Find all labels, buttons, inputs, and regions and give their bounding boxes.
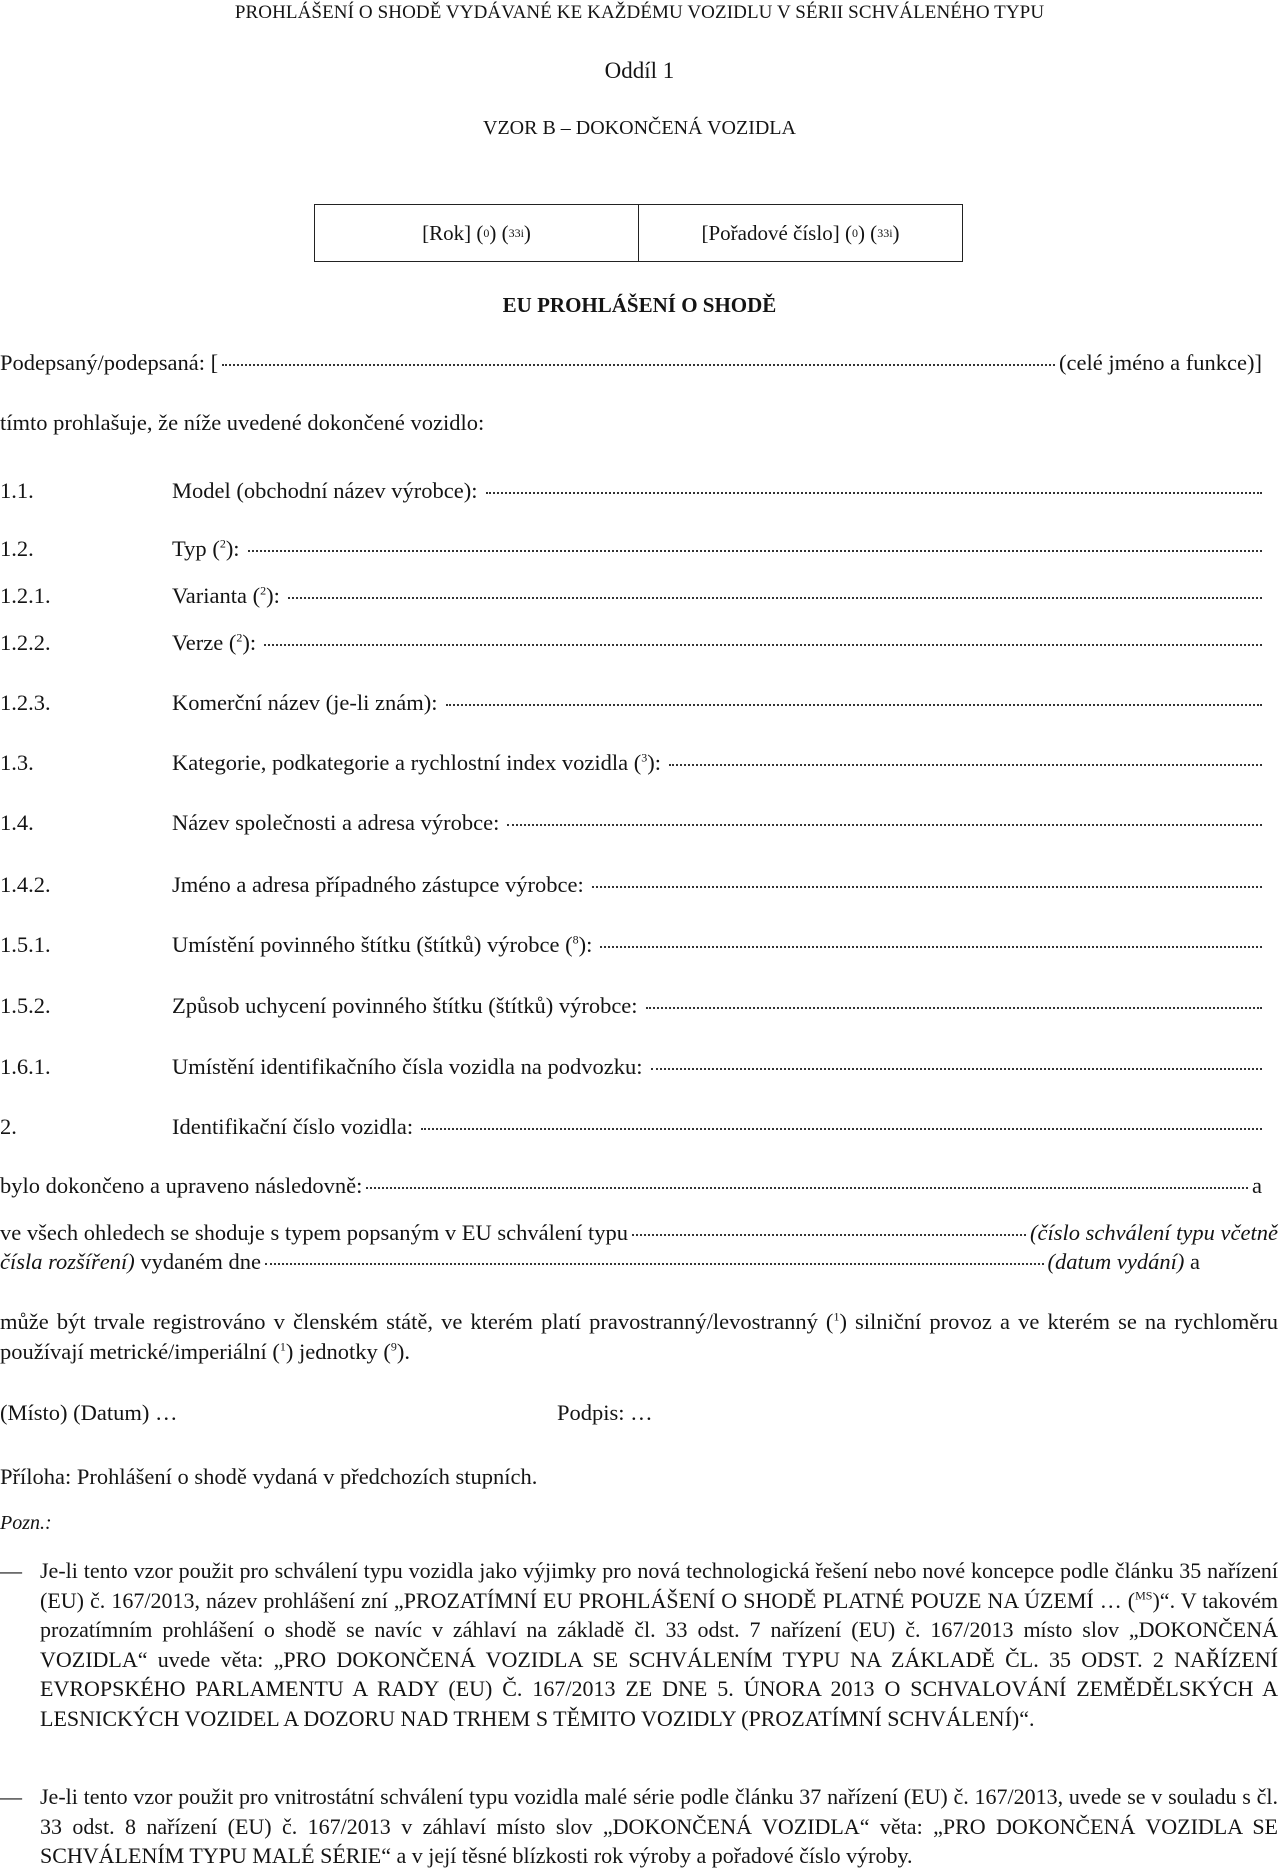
completed-fill xyxy=(366,1186,1248,1189)
declaration-title: EU PROHLÁŠENÍ O SHODĚ xyxy=(502,293,777,317)
year-label: [Rok] xyxy=(422,220,472,245)
item-row xyxy=(0,630,1262,656)
signatory-fill xyxy=(222,363,1055,366)
item-label-text: Umístění identifikačního čísla vozidla na podvozku: xyxy=(172,1054,643,1079)
model-title: VZOR B – DOKONČENÁ VOZIDLA xyxy=(483,117,796,139)
item-label: Kategorie, podkategorie a rychlostní index vozidla ($^3$): xyxy=(172,750,661,775)
item-fill xyxy=(592,886,1262,888)
item-label xyxy=(172,872,584,898)
item-label xyxy=(172,478,478,504)
item-label xyxy=(172,993,638,1019)
item-fill xyxy=(421,1128,1262,1130)
extension-text: čísla rozšíření) xyxy=(0,1249,135,1274)
completed-label: bylo dokončeno a upraveno následovně: xyxy=(0,1173,363,1198)
item-number: 1.4.2. xyxy=(0,872,51,897)
item-footnote: 2 xyxy=(260,583,267,598)
item-footnote: 8 xyxy=(572,932,579,947)
year-cell: [Rok] ( 0 ) ( 33i ) xyxy=(422,220,531,245)
note-1 xyxy=(0,1556,1278,1733)
item-label-text: Jméno a adresa případného zástupce výrobce: xyxy=(172,872,584,897)
item-label-text: Varianta xyxy=(172,583,247,608)
note-2-dash: — xyxy=(0,1784,22,1809)
note-2-text: Je-li tento vzor použit pro vnitrostátní schválení typu vozidla malé série podle článku 37 nařízení (EU) č. 167/2013, uvede se v souladu s čl. 33 odst. 8 nařízení (EU) č. 167/2013 v záhlaví místo slov „DOKONČENÁ VOZIDLA“ věta: „PRO DOKONČENÁ VOZIDLA SE SCHVÁLENÍM TYPU MALÉ SÉRIE“ a v její těsné blízkosti rok výroby a pořadové číslo výroby. xyxy=(40,1784,1278,1868)
document-header: PROHLÁŠENÍ O SHODĚ VYDÁVANÉ KE KAŽDÉMU VOZIDLU V SÉRII SCHVÁLENÉHO TYPU xyxy=(234,2,1045,23)
issued-fill xyxy=(265,1262,1044,1265)
registration-text-a: může být trvale registrováno v členském státě, ve kterém platí pravostranný/levostranný ( xyxy=(0,1309,834,1334)
item-row xyxy=(0,536,1262,562)
item-label: Verze ($^2$): xyxy=(172,630,257,655)
serial-cell: [Pořadové číslo] ( 0 ) ( 33i ) xyxy=(638,205,962,261)
item-row xyxy=(0,993,1262,1019)
serial-label: [Pořadové číslo] xyxy=(701,220,840,245)
signatory-label: Podepsaný/podepsaná: [ xyxy=(0,350,219,375)
declares-text: tímto prohlašuje, že níže uvedené dokončené vozidlo: xyxy=(0,410,485,435)
annex-text: Příloha: Prohlášení o shodě vydaná v předchozích stupních. xyxy=(0,1464,538,1489)
item-fill xyxy=(248,550,1262,552)
registration-paragraph xyxy=(0,1307,1278,1367)
registration-footnote-2: 1 xyxy=(279,1339,286,1354)
item-label-text: Typ xyxy=(172,536,207,561)
registration-footnote-3: 9 xyxy=(390,1339,397,1354)
issued-tail: a xyxy=(1190,1249,1200,1274)
issued-suffix: (datum vydání) xyxy=(1047,1249,1185,1274)
item-fill xyxy=(446,704,1263,706)
item-label xyxy=(172,690,438,716)
conforms-line xyxy=(0,1220,1278,1246)
conforms-label: ve všech ohledech se shoduje s typem popsaným v EU schválení typu xyxy=(0,1220,628,1245)
item-label-text: Způsob uchycení povinného štítku (štítků) výrobce: xyxy=(172,993,638,1018)
completed-suffix: a xyxy=(1252,1173,1262,1198)
conforms-fill xyxy=(632,1233,1026,1236)
item-number: 1.2.3. xyxy=(0,690,51,715)
item-number: 1.2.1. xyxy=(0,583,51,608)
item-label: Umístění povinného štítku (štítků) výrobce ($^8$): xyxy=(172,932,593,957)
section-title: Oddíl 1 xyxy=(604,58,675,83)
conforms-suffix: (číslo schválení typu včetně xyxy=(1029,1220,1278,1245)
place-date: (Místo) (Datum) … xyxy=(0,1400,178,1425)
item-fill xyxy=(264,644,1262,646)
item-row xyxy=(0,932,1262,958)
item-number: 1.4. xyxy=(0,810,34,835)
item-label xyxy=(172,1054,643,1080)
item-row xyxy=(0,1114,1262,1140)
item-row xyxy=(0,872,1262,898)
signatory-suffix: (celé jméno a funkce)] xyxy=(1058,350,1262,375)
note-1-footnote: MS xyxy=(1135,1588,1153,1603)
reference-box xyxy=(314,204,963,262)
item-number: 1.3. xyxy=(0,750,34,775)
item-fill xyxy=(507,824,1262,826)
item-label: Typ ($^2$): xyxy=(172,536,240,561)
item-label-text: Umístění povinného štítku (štítků) výrobce xyxy=(172,932,560,957)
notes-label: Pozn.: xyxy=(0,1512,52,1534)
item-label: Varianta ($^2$): xyxy=(172,583,280,608)
item-fill xyxy=(288,597,1262,599)
item-number: 1.5.1. xyxy=(0,932,51,957)
item-label xyxy=(172,810,499,836)
item-label-text: Komerční název (je-li znám): xyxy=(172,690,438,715)
note-1-text-b: )“. V takovém prozatímním prohlášení o shodě se navíc v záhlaví na základě čl. 33 odst. 7 nařízení (EU) č. 167/2013 místo slov „DOKONČENÁ VOZIDLA“ uvede věta: „PRO DOKONČENÁ VOZIDLA SE SCHVÁLENÍM TYPU NA ZÁKLADĚ ČL. 35 ODST. 2 NAŘÍZENÍ EVROPSKÉHO PARLAMENTU A RADY (EU) Č. 167/2013 ZE DNE 5. ÚNORA 2013 O SCHVALOVÁNÍ ZEMĚDĚLSKÝCH A LESNICKÝCH VOZIDEL A DOZORU NAD TRHEM S TĚMITO VOZIDLY (PROZATÍMNÍ SCHVÁLENÍ)“. xyxy=(40,1587,1279,1731)
registration-footnote-1: 1 xyxy=(833,1309,840,1324)
item-footnote: 3 xyxy=(641,750,648,765)
item-label-text: Verze xyxy=(172,630,224,655)
item-fill xyxy=(646,1007,1262,1009)
item-number: 1.5.2. xyxy=(0,993,51,1018)
item-fill xyxy=(651,1068,1262,1070)
item-fill xyxy=(600,946,1262,948)
item-row xyxy=(0,478,1262,504)
item-fill xyxy=(669,764,1262,766)
item-label-text: Model (obchodní název výrobce): xyxy=(172,478,478,503)
item-number: 2. xyxy=(0,1114,17,1139)
signature-label: Podpis: … xyxy=(557,1400,653,1425)
item-label-text: Identifikační číslo vozidla: xyxy=(172,1114,414,1139)
note-2 xyxy=(0,1782,1278,1871)
item-row xyxy=(0,750,1262,776)
item-footnote: 2 xyxy=(219,536,226,551)
item-number: 1.2. xyxy=(0,536,34,561)
item-number: 1.1. xyxy=(0,478,34,503)
completed-line xyxy=(0,1173,1262,1199)
registration-text-b: ) silniční provoz a ve kterém se na rychloměru používají metrické/imperiální ( xyxy=(0,1309,1278,1364)
note-1-text xyxy=(40,1556,1278,1733)
item-label-text: Název společnosti a adresa výrobce: xyxy=(172,810,500,835)
registration-text-d: ). xyxy=(396,1339,411,1364)
item-label-text: Kategorie, podkategorie a rychlostní index vozidla xyxy=(172,750,629,775)
item-footnote: 2 xyxy=(236,630,243,645)
issued-label: vydaném dne xyxy=(140,1249,262,1274)
item-row xyxy=(0,1054,1262,1080)
signatory-line xyxy=(0,350,1262,376)
note-1-text-a: Je-li tento vzor použit pro schválení typu vozidla jako výjimky pro nová technologická řešení nebo nové koncepce podle článku 35 nařízení (EU) č. 167/2013, název prohlášení zní „PROZATÍMNÍ EU PROHLÁŠENÍ O SHODĚ PLATNÉ POUZE NA ÚZEMÍ … ( xyxy=(40,1558,1278,1613)
note-1-dash: — xyxy=(0,1558,22,1583)
registration-text-c: ) jednotky ( xyxy=(285,1339,391,1364)
item-label xyxy=(172,1114,413,1140)
item-fill xyxy=(486,492,1262,494)
item-number: 1.6.1. xyxy=(0,1054,51,1079)
item-row xyxy=(0,690,1262,716)
item-number: 1.2.2. xyxy=(0,630,51,655)
item-row xyxy=(0,583,1262,609)
item-row xyxy=(0,810,1262,836)
issued-line xyxy=(0,1249,1200,1275)
